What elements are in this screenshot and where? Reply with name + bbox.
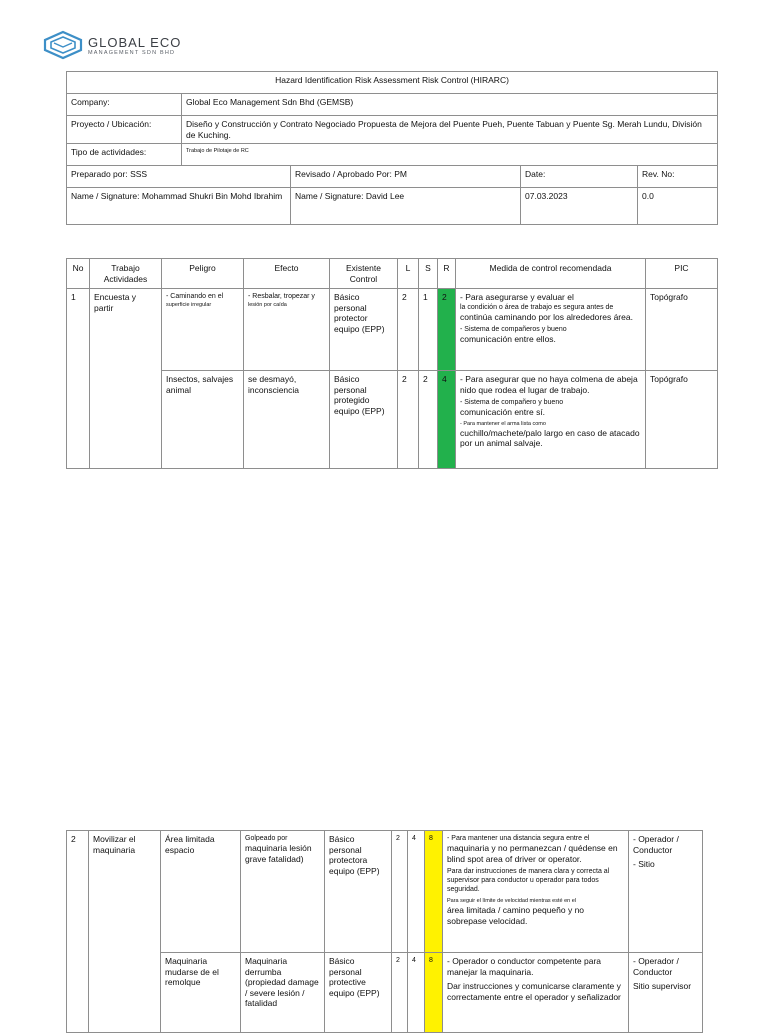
measure-text: maquinaria y no permanezcan / quédense en blind spot area of driver or operator. [447, 843, 618, 864]
company-value: Global Eco Management Sdn Bhd (GEMSB) [182, 94, 718, 116]
col-header-activity: Trabajo Actividades [90, 259, 162, 289]
col-header-pic: PIC [646, 259, 718, 289]
date-value: 07.03.2023 [521, 188, 638, 225]
measure-text: - Para mantener el arma lista como [460, 420, 546, 427]
col-header-control: Existente Control [330, 259, 398, 289]
measure-text: comunicación entre sí. [460, 407, 546, 417]
risk-value: 8 [425, 953, 443, 1033]
risk-value: 2 [438, 289, 456, 371]
effect-cell [241, 831, 325, 953]
measure-text: - Operador o conductor competente para manejar la maquinaria. [447, 956, 602, 977]
person-in-charge: Topógrafo [646, 371, 718, 469]
measure-text: - Para asegurarse y evaluar el [460, 292, 574, 302]
pic-text: Sitio supervisor [633, 981, 692, 991]
table-row [67, 953, 703, 1033]
work-activity: Movilizar el maquinaria [89, 831, 161, 1033]
person-in-charge: Topógrafo [646, 289, 718, 371]
table-row [67, 371, 718, 469]
hazard-text: Insectos, salvajes animal [162, 371, 244, 469]
measure-text: nido que rodea el lugar de trabajo. [460, 384, 590, 395]
risk-value: 4 [438, 371, 456, 469]
logo-subtitle: MANAGEMENT SDN BHD [88, 50, 176, 56]
severity-value: 4 [408, 953, 425, 1033]
risk-table-1 [66, 258, 718, 469]
measure-text: la condición o área de trabajo es segura antes de [460, 303, 614, 311]
effect-cell [244, 289, 330, 371]
measure-text: área limitada / camino pequeño y no sobrepase velocidad. [447, 905, 585, 926]
existing-control: Básico personal protectora equipo (EPP) [325, 831, 392, 953]
table-row [67, 289, 718, 371]
effect-text: Golpeado por [245, 835, 288, 842]
control-measure-cell [443, 953, 629, 1033]
reviewed-by: Revisado / Aprobado Por: PM [291, 166, 521, 188]
control-measure-cell [456, 289, 646, 371]
measure-text: Dar instrucciones y comunicarse claramente y correctamente entre el operador y señalizador [447, 981, 621, 1002]
project-label: Proyecto / Ubicación: [67, 116, 182, 144]
effect-text: Maquinaria derrumba (propiedad damage / severe lesión / fatalidad [241, 953, 325, 1033]
hirarc-header-table [66, 71, 718, 225]
pic-text: - Sitio [633, 859, 655, 869]
measure-text: cuchillo/machete/palo largo en caso de atacado por un animal salvaje. [460, 427, 640, 448]
activity-type-label: Tipo de actividades: [67, 144, 182, 166]
pic-text: - Operador / Conductor [633, 834, 679, 855]
prepared-by: Preparado por: SSS [67, 166, 291, 188]
likelihood-value: 2 [398, 289, 419, 371]
measure-text: - Para asegurar que no haya colmena de abeja [460, 374, 638, 384]
hazard-text: Maquinaria mudarse de el remolque [161, 953, 241, 1033]
measure-text: continúa caminando por los alrededores área. [460, 311, 633, 322]
severity-value: 4 [408, 831, 425, 953]
control-measure-cell [443, 831, 629, 953]
pic-text: - Operador / Conductor [633, 956, 679, 977]
rev-value: 0.0 [638, 188, 718, 225]
hazard-text: - Caminando en el [166, 293, 224, 300]
hazard-text: Área limitada espacio [161, 831, 241, 953]
effect-text: - Resbalar, tropezar y [248, 293, 315, 300]
effect-text: se desmayó, inconsciencia [244, 371, 330, 469]
pic-cell [629, 953, 703, 1033]
date-label: Date: [521, 166, 638, 188]
risk-table-2 [66, 830, 703, 1033]
signature-prepared: Name / Signature: Mohammad Shukri Bin Mohd Ibrahim [67, 188, 291, 225]
company-label: Company: [67, 94, 182, 116]
row-number: 1 [67, 289, 90, 469]
control-text: personal [334, 384, 367, 395]
table-header-row [67, 259, 718, 289]
existing-control: Básico personal protective equipo (EPP) [325, 953, 392, 1033]
col-header-s: S [419, 259, 438, 289]
row-number: 2 [67, 831, 89, 1033]
project-value: Diseño y Construcción y Contrato Negociado Propuesta de Mejora del Puente Pueh, Puente Tabuan y Puente Sg. Merah Lundu, División de Kuching. [182, 116, 718, 144]
measure-text: - Sistema de compañero y bueno [460, 399, 564, 406]
measure-text: Para dar instrucciones de manera clara y correcta al supervisor para conductor u operador para todos seguridad. [447, 868, 610, 893]
col-header-effect: Efecto [244, 259, 330, 289]
hazard-cell [162, 289, 244, 371]
signature-reviewed: Name / Signature: David Lee [291, 188, 521, 225]
rev-label: Rev. No: [638, 166, 718, 188]
likelihood-value: 2 [392, 831, 408, 953]
likelihood-value: 2 [398, 371, 419, 469]
activity-type-value: Trabajo de Pilotaje de RC [182, 144, 718, 166]
control-text: Básico [334, 374, 360, 384]
measure-text: - Sistema de compañeros y bueno [460, 326, 567, 333]
col-header-measure: Medida de control recomendada [456, 259, 646, 289]
col-header-no: No [67, 259, 90, 289]
existing-control: Básico personal protector equipo (EPP) [330, 289, 398, 371]
logo-emblem-icon [42, 30, 84, 60]
measure-text: comunicación entre ellos. [460, 334, 556, 344]
table-row [67, 831, 703, 953]
severity-value: 1 [419, 289, 438, 371]
measure-text: Para seguir el límite de velocidad mientras esté en el [447, 898, 577, 904]
effect-text: lesión por caída [248, 302, 287, 308]
pic-cell [629, 831, 703, 953]
existing-control-cell [330, 371, 398, 469]
logo-name: GLOBAL ECO [88, 35, 182, 50]
col-header-hazard: Peligro [162, 259, 244, 289]
risk-value: 8 [425, 831, 443, 953]
hazard-text: superficie irregular [166, 302, 212, 308]
measure-text: - Para mantener una distancia segura entre el [447, 835, 590, 842]
work-activity: Encuesta y partir [90, 289, 162, 469]
effect-text: maquinaria lesión grave fatalidad) [245, 843, 312, 864]
company-logo [42, 30, 192, 64]
control-measure-cell [456, 371, 646, 469]
col-header-r: R [438, 259, 456, 289]
col-header-l: L [398, 259, 419, 289]
likelihood-value: 2 [392, 953, 408, 1033]
document-title: Hazard Identification Risk Assessment Risk Control (HIRARC) [67, 72, 718, 94]
control-text: protegido equipo (EPP) [334, 395, 385, 416]
severity-value: 2 [419, 371, 438, 469]
